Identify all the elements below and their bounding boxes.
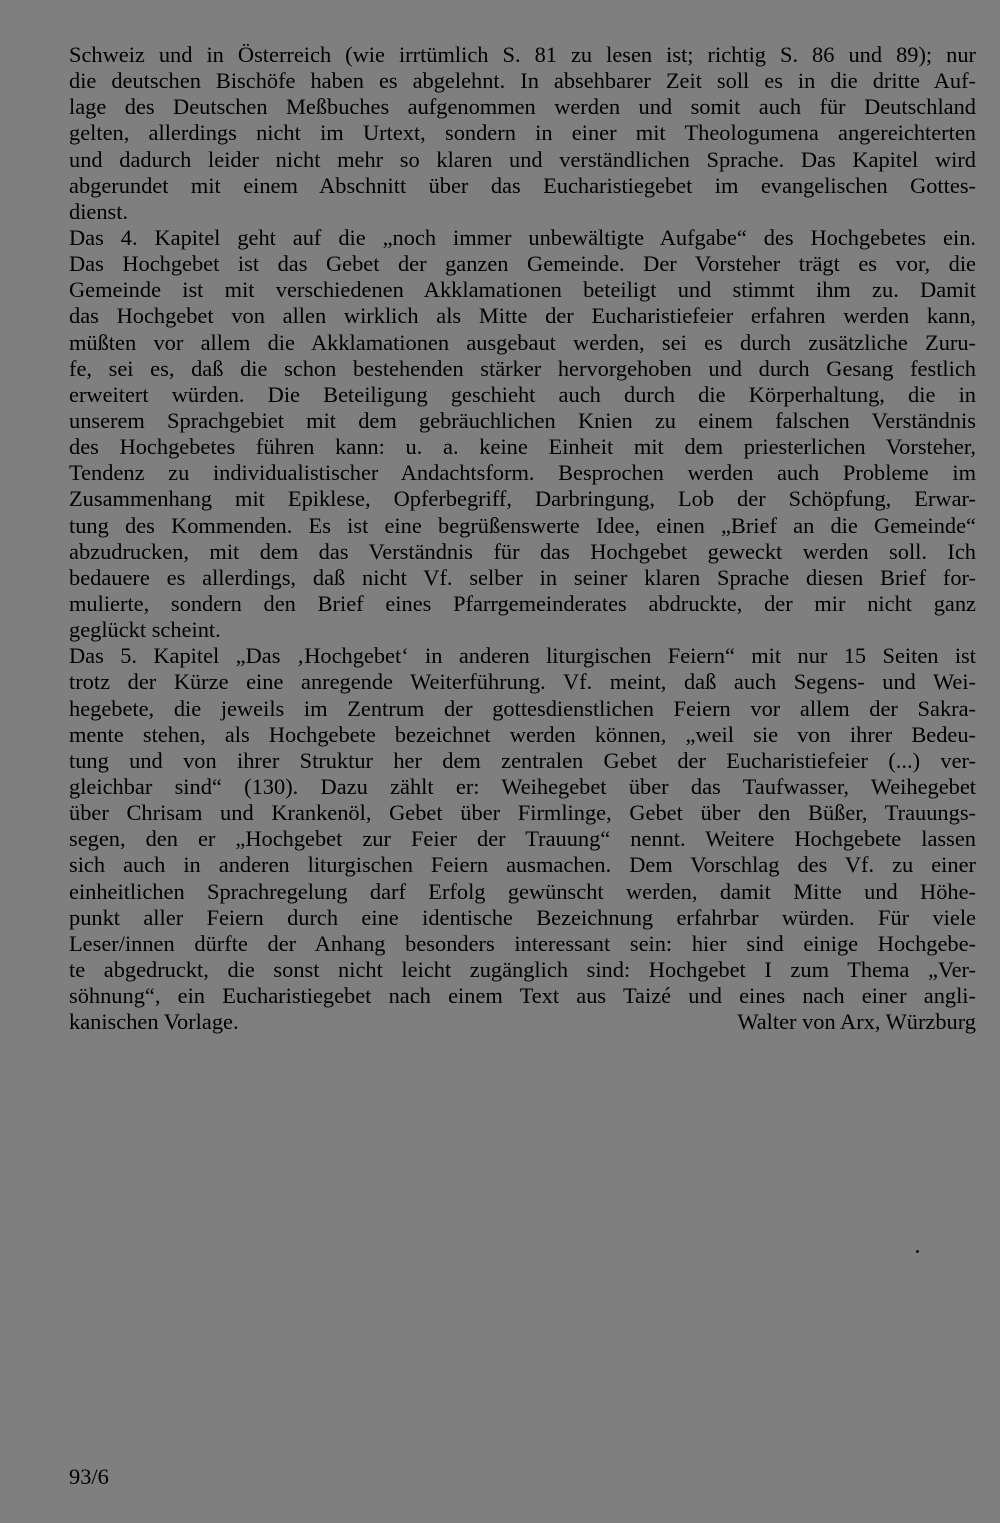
text-line: unserem Sprachgebiet mit dem gebräuchlichen Knien zu einem falschen Verständnis <box>69 407 976 433</box>
text-line: Zusammenhang mit Epiklese, Opferbegriff, Darbringung, Lob der Schöpfung, Erwar- <box>69 486 976 512</box>
text-line: Das 5. Kapitel „Das ‚Hochgebet‘ in anderen liturgischen Feiern“ mit nur 15 Seiten ist <box>69 643 976 669</box>
review-text-block <box>69 42 976 1035</box>
text-line: tung des Kommenden. Es ist eine begrüßenswerte Idee, einen „Brief an die Gemeinde“ <box>69 512 976 538</box>
text-line: söhnung“, ein Eucharistiegebet nach einem Text aus Taizé und eines nach einer angli- <box>69 983 976 1009</box>
text-line: mulierte, sondern den Brief eines Pfarrgemeinderates abdruckte, der mir nicht ganz <box>69 590 976 616</box>
text-line: fe, sei es, daß die schon bestehenden stärker hervorgehoben und durch Gesang festlich <box>69 355 976 381</box>
text-line: punkt aller Feiern durch eine identische Bezeichnung erfahrbar würden. Für viele <box>69 904 976 930</box>
text-line: Leser/innen dürfte der Anhang besonders interessant sein: hier sind einige Hochgebe- <box>69 930 976 956</box>
text-line: müßten vor allem die Akklamationen ausgebaut werden, sei es durch zusätzliche Zuru- <box>69 329 976 355</box>
text-line: sich auch in anderen liturgischen Feiern ausmachen. Dem Vorschlag des Vf. zu einer <box>69 852 976 878</box>
text-line: Das 4. Kapitel geht auf die „noch immer unbewältigte Aufgabe“ des Hochgebetes ein. <box>69 224 976 250</box>
text-line: te abgedruckt, die sonst nicht leicht zugänglich sind: Hochgebet I zum Thema „Ver- <box>69 956 976 982</box>
text-line: das Hochgebet von allen wirklich als Mitte der Eucharistiefeier erfahren werden kann, <box>69 303 976 329</box>
text-line: kanischen Vorlage. <box>69 1009 239 1035</box>
text-line: Tendenz zu individualistischer Andachtsform. Besprochen werden auch Probleme im <box>69 460 976 486</box>
text-line: gleichbar sind“ (130). Dazu zählt er: Weihegebet über das Taufwasser, Weihegebet <box>69 773 976 799</box>
text-line: des Hochgebetes führen kann: u. a. keine Einheit mit dem priesterlichen Vorsteher, <box>69 434 976 460</box>
author-signature: Walter von Arx, Würzburg <box>737 1009 976 1035</box>
text-line: über Chrisam und Krankenöl, Gebet über Firmlinge, Gebet über den Büßer, Trauungs- <box>69 800 976 826</box>
text-line: abgerundet mit einem Abschnitt über das Eucharistiegebet im evangelischen Gottes- <box>69 172 976 198</box>
text-line: dienst. <box>69 198 129 224</box>
text-line: Schweiz und in Österreich (wie irrtümlich S. 81 zu lesen ist; richtig S. 86 und 89); nur <box>69 42 976 67</box>
text-line: einheitlichen Sprachregelung darf Erfolg gewünscht werden, damit Mitte und Höhe- <box>69 878 976 904</box>
text-line: und dadurch leider nicht mehr so klaren und verständlichen Sprache. Das Kapitel wird <box>69 146 976 172</box>
page-number: 93/6 <box>69 1464 109 1489</box>
text-line: Gemeinde ist mit verschiedenen Akklamationen beteiligt und stimmt ihm zu. Damit <box>69 277 976 303</box>
text-line: hegebete, die jeweils im Zentrum der gottesdienstlichen Feiern vor allem der Sakra- <box>69 695 976 721</box>
text-line: abzudrucken, mit dem das Verständnis für das Hochgebet geweckt werden soll. Ich <box>69 538 976 564</box>
text-line: bedauere es allerdings, daß nicht Vf. selber in seiner klaren Sprache diesen Brief for- <box>69 564 976 590</box>
text-line: segen, den er „Hochgebet zur Feier der Trauung“ nennt. Weitere Hochgebete lassen <box>69 826 976 852</box>
print-speck <box>916 1250 919 1253</box>
text-line: tung und von ihrer Struktur her dem zentralen Gebet der Eucharistiefeier (...) ver- <box>69 747 976 773</box>
text-line: erweitert würden. Die Beteiligung geschieht auch durch die Körperhaltung, die in <box>69 381 976 407</box>
text-line: trotz der Kürze eine anregende Weiterführung. Vf. meint, daß auch Segens- und Wei- <box>69 669 976 695</box>
text-line: mente stehen, als Hochgebete bezeichnet werden können, „weil sie von ihrer Bedeu- <box>69 721 976 747</box>
text-line: lage des Deutschen Meßbuches aufgenommen werden und somit auch für Deutschland <box>69 94 976 120</box>
text-line: gelten, allerdings nicht im Urtext, sondern in einer mit Theologumena angereichterten <box>69 120 976 146</box>
text-line: geglückt scheint. <box>69 617 221 643</box>
text-line: die deutschen Bischöfe haben es abgelehnt. In absehbarer Zeit soll es in die dritte Auf- <box>69 68 976 94</box>
final-line <box>69 1009 976 1035</box>
text-line: Das Hochgebet ist das Gebet der ganzen Gemeinde. Der Vorsteher trägt es vor, die <box>69 251 976 277</box>
